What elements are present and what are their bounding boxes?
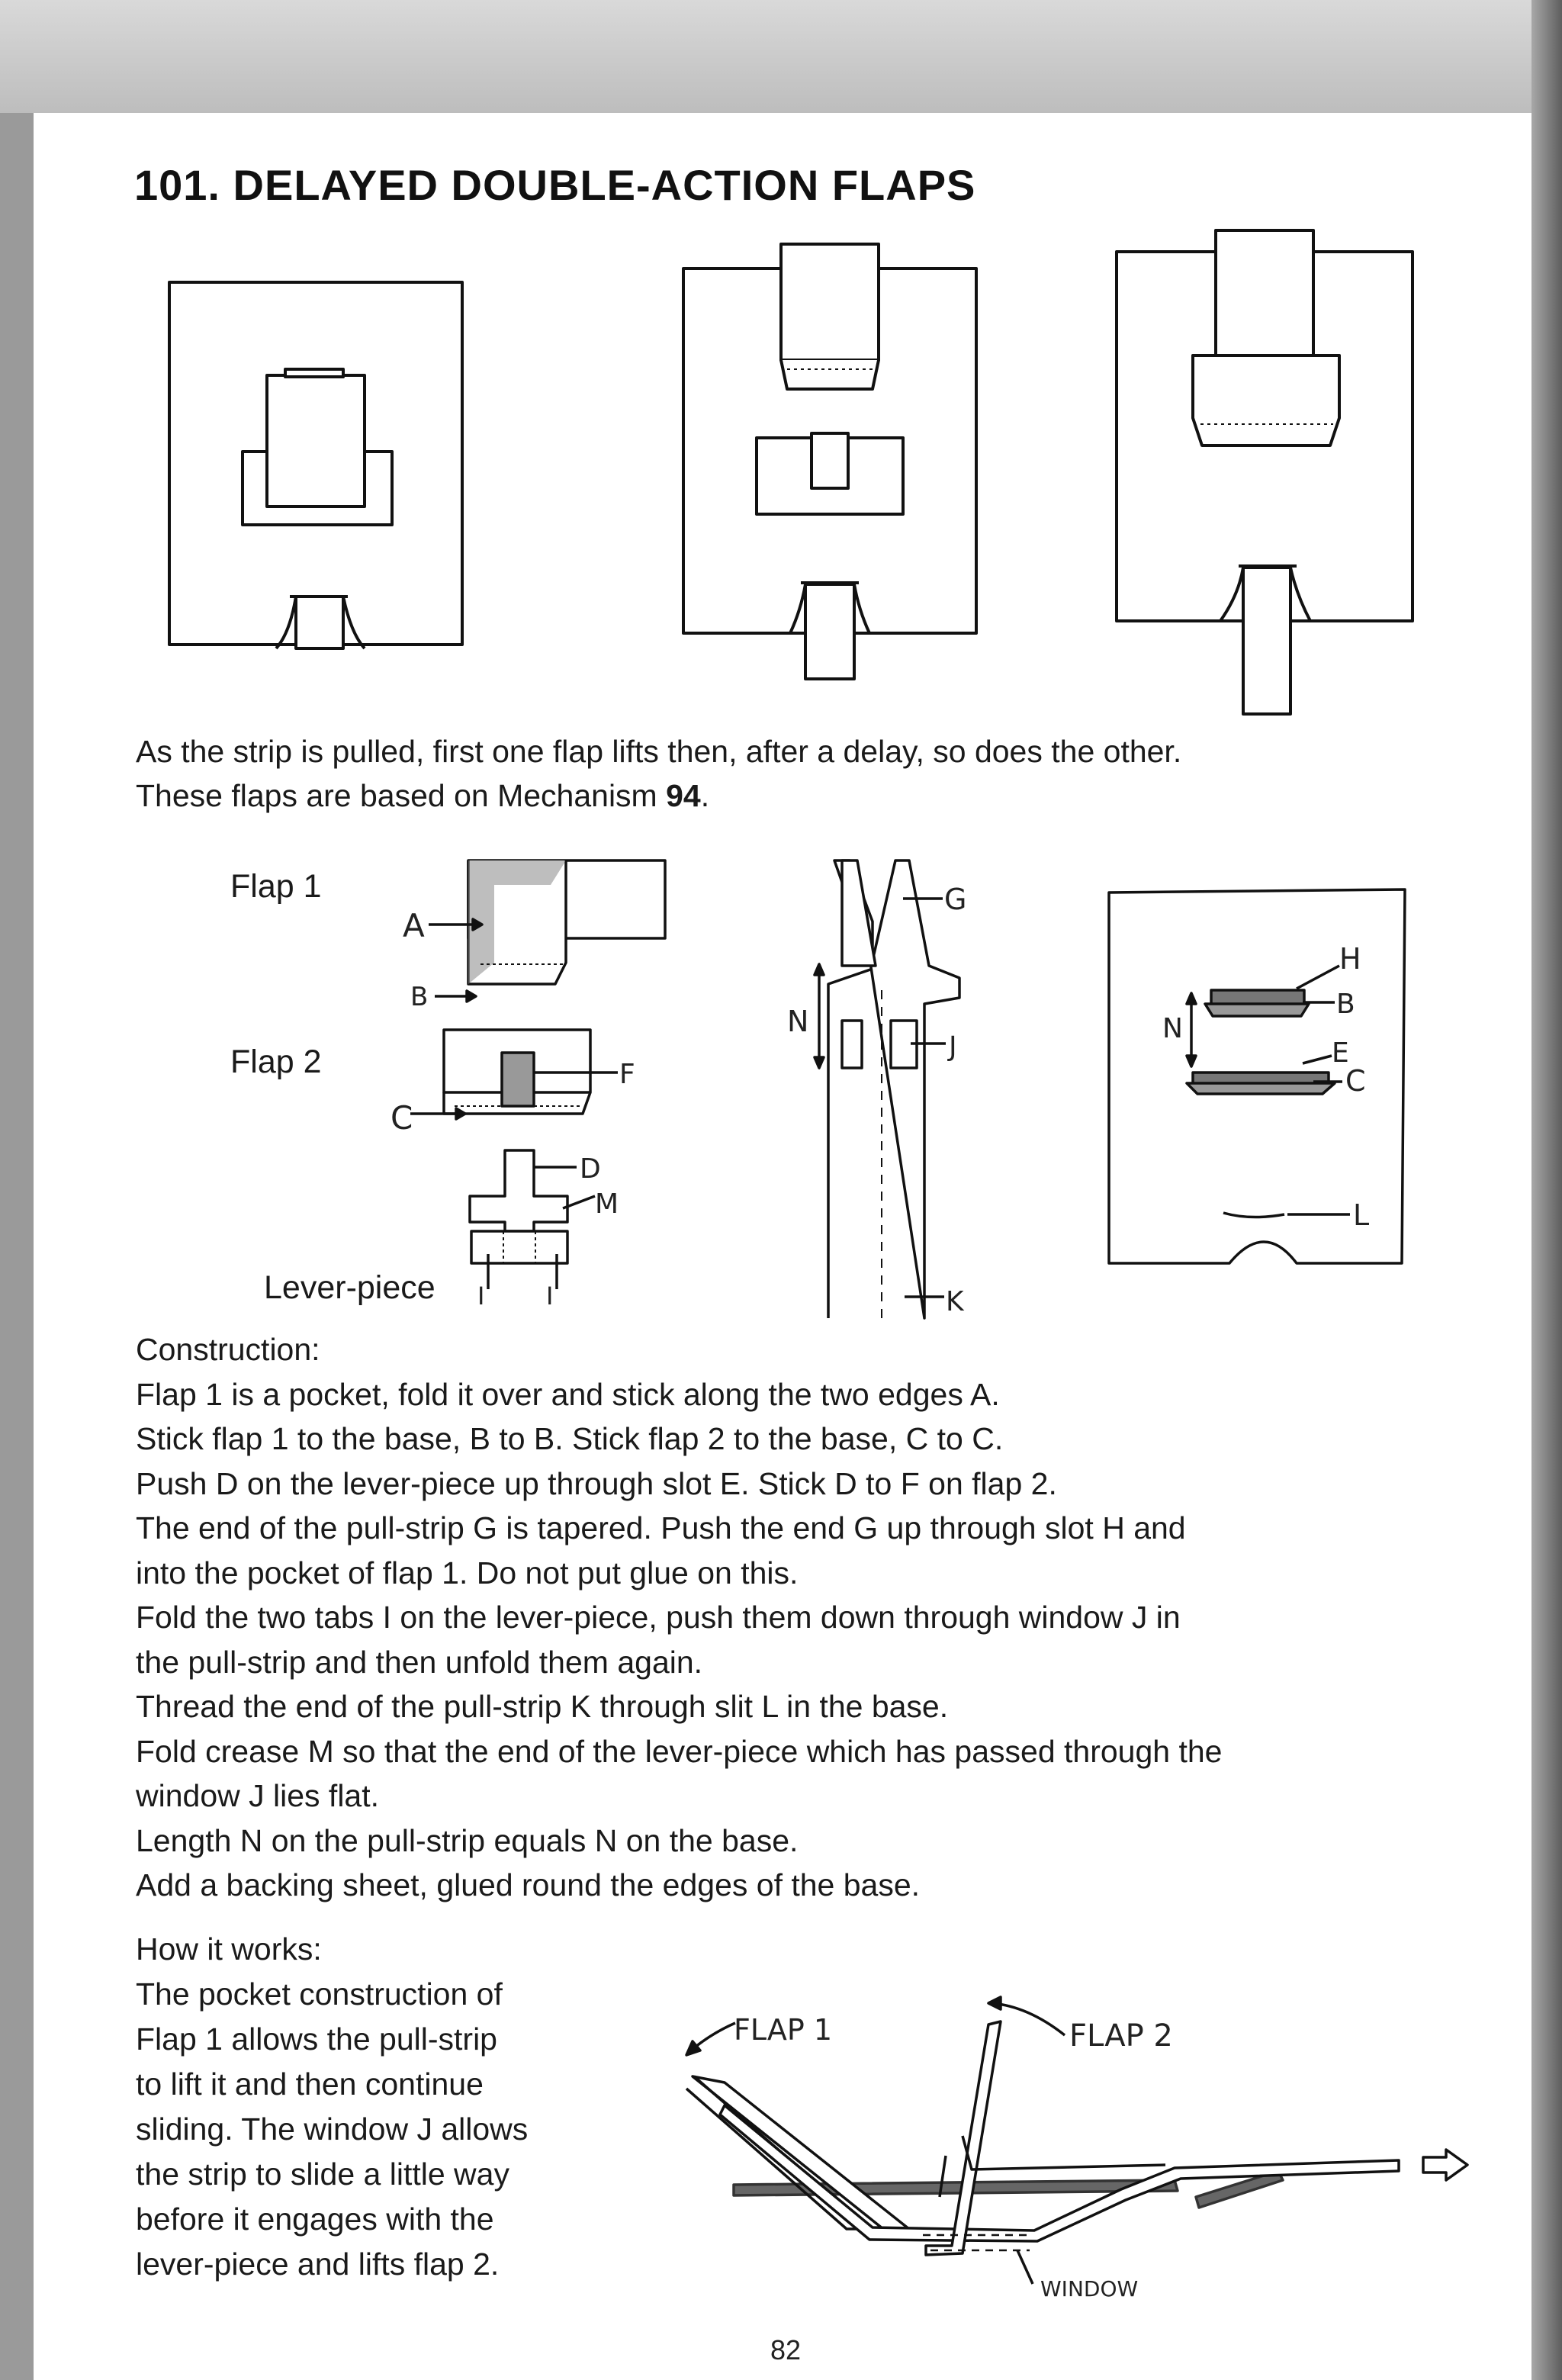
construction-line: Stick flap 1 to the base, B to B. Stick flap 2 to the base, C to C. bbox=[136, 1421, 1004, 1456]
how-it-works-line: lever-piece and lifts flap 2. bbox=[136, 2247, 500, 2282]
flap1-label: Flap 1 bbox=[230, 868, 322, 905]
flap2-diagram-label: FLAP 2 bbox=[1069, 2018, 1173, 2054]
construction-line: the pull-strip and then unfold them again. bbox=[136, 1644, 703, 1680]
how-it-works-line: Flap 1 allows the pull-strip bbox=[136, 2021, 497, 2057]
how-it-works-heading: How it works: bbox=[136, 1931, 322, 1967]
construction-line: window J lies flat. bbox=[136, 1778, 380, 1813]
letter-i-left: I bbox=[477, 1282, 485, 1311]
letter-d: D bbox=[580, 1153, 601, 1185]
letter-a: A bbox=[403, 907, 425, 944]
letter-m: M bbox=[595, 1188, 619, 1220]
window-diagram-label: WINDOW bbox=[1040, 2276, 1139, 2301]
intro-line-1: As the strip is pulled, first one flap lifts then, after a delay, so does the other. bbox=[136, 734, 1182, 769]
how-it-works-line: to lift it and then continue bbox=[136, 2066, 484, 2102]
how-it-works-line: before it engages with the bbox=[136, 2202, 494, 2237]
construction-line: Thread the end of the pull-strip K through slit L in the base. bbox=[136, 1689, 949, 1724]
how-it-works-line: the strip to slide a little way bbox=[136, 2156, 509, 2192]
flap1-diagram-label: FLAP 1 bbox=[734, 2013, 833, 2047]
mechanism-reference: 94 bbox=[666, 778, 701, 813]
letter-i-right: I bbox=[546, 1282, 554, 1311]
how-it-works-line: The pocket construction of bbox=[136, 1976, 503, 2012]
letter-c-base: C bbox=[1345, 1064, 1366, 1098]
letter-b: B bbox=[410, 982, 429, 1012]
construction-line: Push D on the lever-piece up through slot E. Stick D to F on flap 2. bbox=[136, 1465, 1057, 1501]
construction-line: Flap 1 is a pocket, fold it over and stick along the two edges A. bbox=[136, 1376, 1000, 1412]
letter-l: L bbox=[1353, 1198, 1370, 1232]
construction-line: Length N on the pull-strip equals N on the base. bbox=[136, 1822, 799, 1858]
lever-piece-label: Lever-piece bbox=[264, 1269, 435, 1306]
construction-line: Add a backing sheet, glued round the edges of the base. bbox=[136, 1867, 921, 1902]
intro-line-2-end: . bbox=[700, 778, 710, 813]
letter-b-base: B bbox=[1336, 989, 1355, 1020]
flap2-label: Flap 2 bbox=[230, 1044, 322, 1080]
letter-k: K bbox=[946, 1286, 964, 1317]
letter-c: C bbox=[390, 1099, 413, 1137]
construction-line: into the pocket of flap 1. Do not put glue on this. bbox=[136, 1555, 799, 1590]
letter-g: G bbox=[944, 883, 967, 916]
construction-line: Fold crease M so that the end of the lever-piece which has passed through the bbox=[136, 1733, 1223, 1769]
construction-line: The end of the pull-strip G is tapered. Push the end G up through slot H and bbox=[136, 1510, 1186, 1545]
page-title: 101. DELAYED DOUBLE-ACTION FLAPS bbox=[134, 161, 976, 209]
construction-heading: Construction: bbox=[136, 1332, 320, 1367]
letter-e: E bbox=[1332, 1037, 1349, 1069]
letter-h: H bbox=[1339, 942, 1361, 976]
letter-n-base: N bbox=[1162, 1013, 1183, 1044]
letter-j: J bbox=[949, 1031, 957, 1063]
letter-n-strip: N bbox=[787, 1005, 809, 1038]
how-it-works-line: sliding. The window J allows bbox=[136, 2111, 529, 2147]
letter-f: F bbox=[619, 1059, 635, 1090]
intro-line-2-text: These flaps are based on Mechanism bbox=[136, 778, 667, 813]
construction-line: Fold the two tabs I on the lever-piece, push them down through window J in bbox=[136, 1600, 1181, 1635]
page-number: 82 bbox=[770, 2334, 802, 2366]
